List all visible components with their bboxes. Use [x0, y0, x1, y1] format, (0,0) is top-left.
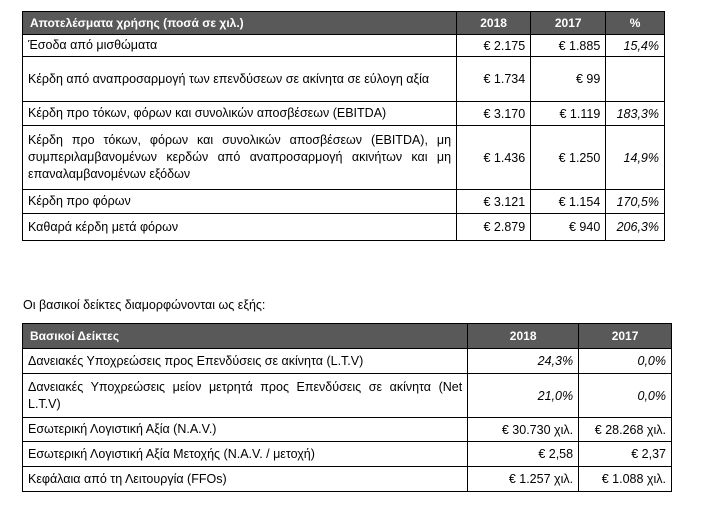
- value-2018: € 2.175: [457, 35, 531, 57]
- results-header-2018: 2018: [457, 12, 531, 35]
- intro-text: Οι βασικοί δείκτες διαμορφώνονται ως εξής:: [23, 298, 266, 312]
- value-2017: € 1.154: [531, 190, 606, 214]
- indicators-table: [22, 323, 672, 492]
- row-label: Εσωτερική Λογιστική Αξία (N.A.V.): [23, 418, 468, 442]
- value-2017: € 28.268 χιλ.: [579, 418, 672, 442]
- row-label: Κέρδη προ τόκων, φόρων και συνολικών αποσβέσεων (EBITDA), μη συμπεριλαμβανομένων κερδών από αναπροσαρμογή ακινήτων και μη επαναλαμβανομένων εξόδων: [23, 126, 457, 190]
- indicators-header-2018: 2018: [468, 324, 579, 349]
- row-label: Δανειακές Υποχρεώσεις μείον μετρητά προς Επενδύσεις σε ακίνητα (Net L.T.V): [23, 374, 468, 418]
- table-row: [23, 442, 672, 467]
- value-2018: € 3.170: [457, 102, 531, 126]
- value-2017: € 1.088 χιλ.: [579, 467, 672, 492]
- value-pct: 15,4%: [606, 35, 665, 57]
- results-table: [22, 11, 665, 241]
- value-pct: 206,3%: [606, 214, 665, 241]
- row-label: Έσοδα από μισθώματα: [23, 35, 457, 57]
- value-2018: € 1.734: [457, 57, 531, 102]
- table-row: [23, 35, 665, 57]
- row-label: Κεφάλαια από τη Λειτουργία (FFOs): [23, 467, 468, 492]
- table-row: [23, 349, 672, 374]
- value-2017: 0,0%: [579, 349, 672, 374]
- value-2017: 0,0%: [579, 374, 672, 418]
- value-2018: € 30.730 χιλ.: [468, 418, 579, 442]
- value-pct: 170,5%: [606, 190, 665, 214]
- indicators-header-label: Βασικοί Δείκτες: [23, 324, 468, 349]
- results-header-row: [23, 12, 665, 35]
- table-row: [23, 418, 672, 442]
- table-row: [23, 214, 665, 241]
- value-pct: 183,3%: [606, 102, 665, 126]
- table-row: [23, 126, 665, 190]
- row-label: Δανειακές Υποχρεώσεις προς Επενδύσεις σε ακίνητα (L.T.V): [23, 349, 468, 374]
- row-label: Κέρδη από αναπροσαρμογή των επενδύσεων σε ακίνητα σε εύλογη αξία: [23, 57, 457, 102]
- results-header-2017: 2017: [531, 12, 606, 35]
- value-2017: € 1.885: [531, 35, 606, 57]
- value-2017: € 1.250: [531, 126, 606, 190]
- value-2017: € 940: [531, 214, 606, 241]
- results-header-label: Αποτελέσματα χρήσης (ποσά σε χιλ.): [23, 12, 457, 35]
- row-label: Καθαρά κέρδη μετά φόρων: [23, 214, 457, 241]
- table-row: [23, 374, 672, 418]
- table-row: [23, 467, 672, 492]
- value-2018: € 1.257 χιλ.: [468, 467, 579, 492]
- value-2018: € 2.879: [457, 214, 531, 241]
- value-2018: € 3.121: [457, 190, 531, 214]
- value-2018: € 2,58: [468, 442, 579, 467]
- results-header-pct: %: [606, 12, 665, 35]
- value-pct: 14,9%: [606, 126, 665, 190]
- value-2018: 24,3%: [468, 349, 579, 374]
- table-row: [23, 190, 665, 214]
- value-2017: € 99: [531, 57, 606, 102]
- value-pct: [606, 57, 665, 102]
- value-2018: € 1.436: [457, 126, 531, 190]
- value-2018: 21,0%: [468, 374, 579, 418]
- row-label: Κέρδη προ φόρων: [23, 190, 457, 214]
- table-row: [23, 57, 665, 102]
- row-label: Εσωτερική Λογιστική Αξία Μετοχής (N.A.V. / μετοχή): [23, 442, 468, 467]
- table-row: [23, 102, 665, 126]
- value-2017: € 2,37: [579, 442, 672, 467]
- row-label: Κέρδη προ τόκων, φόρων και συνολικών αποσβέσεων (EBITDA): [23, 102, 457, 126]
- indicators-header-2017: 2017: [579, 324, 672, 349]
- indicators-header-row: [23, 324, 672, 349]
- value-2017: € 1.119: [531, 102, 606, 126]
